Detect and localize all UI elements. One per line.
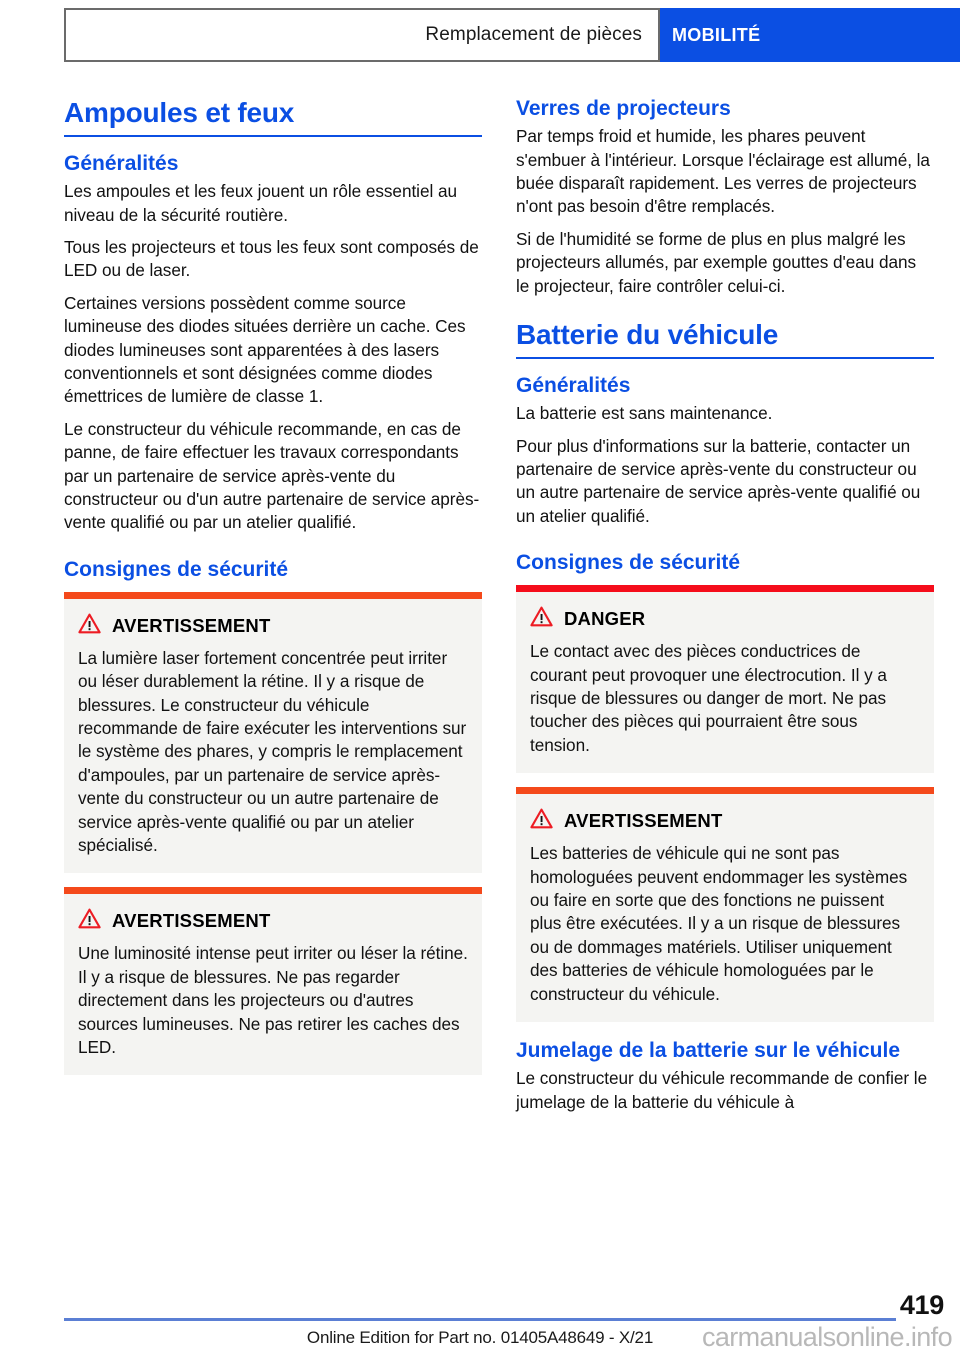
watermark: carmanualsonline.info — [701, 1322, 952, 1352]
edition-note: Online Edition for Part no. 01405A48649 - X/21 — [306, 1328, 654, 1347]
paragraph: Tous les projecteurs et tous les feux sont composés de LED ou de laser. — [64, 237, 479, 281]
chapter-title-batterie: Batterie du véhicule — [516, 318, 779, 350]
notice-label: AVERTISSEMENT — [112, 614, 271, 636]
notice-label: AVERTISSEMENT — [564, 810, 723, 832]
heading-generalites-left: Généralités — [64, 152, 179, 176]
notice-danger — [516, 585, 934, 773]
notice-label: AVERTISSEMENT — [112, 910, 271, 932]
footer-divider — [64, 1318, 896, 1321]
notice-body: Les batteries de véhicule qui ne sont pas homologuées peuvent endommager les systèmes ou faire en sorte que des fonctions ne puissent plus être exécutées. Il y a un risque de blessures ou de dommages matériels. Utiliser uniquement des batteries de véhicule homologuées par le constructeur du véhicule. — [530, 843, 908, 1004]
warning-triangle-icon — [78, 613, 101, 639]
breadcrumb — [64, 8, 660, 62]
notice-header — [530, 606, 920, 632]
paragraph: Le constructeur du véhicule recommande de confier le jumelage de la batterie du véhicule à — [516, 1068, 928, 1112]
chapter-title-rule — [516, 357, 934, 359]
paragraph: Le constructeur du véhicule recommande, en cas de panne, de faire effectuer les travaux correspondants par un partenaire de service après-vente du constructeur ou d'un autre partenaire de service après-vente qualifié ou par un atelier qualifié. — [64, 418, 480, 533]
left-column — [64, 96, 482, 1089]
chapter-title-ampoules: Ampoules et feux — [64, 97, 295, 128]
heading-consignes-right: Consignes de sécurité — [516, 551, 741, 575]
paragraph: Les ampoules et les feux jouent un rôle essentiel au niveau de la sécurité routière. — [64, 181, 457, 225]
heading-generalites-right: Généralités — [516, 373, 631, 397]
paragraph: La batterie est sans maintenance. — [516, 403, 773, 424]
heading-consignes-left: Consignes de sécurité — [64, 557, 289, 581]
warning-triangle-icon — [530, 808, 553, 834]
paragraph: Certaines versions possèdent comme source lumineuse des diodes situées derrière un cache. Ces diodes lumineuses sont apparentées à des lasers conventionnels et sont désignées comme diodes émettrices de lumière de classe 1. — [64, 292, 466, 407]
notice-avertissement — [516, 787, 934, 1022]
warning-triangle-icon — [78, 908, 101, 934]
page-footer — [0, 1290, 960, 1362]
notice-header — [78, 613, 468, 639]
notice-body: Une luminosité intense peut irriter ou léser la rétine. Il y a risque de blessures. Ne pas regarder directement dans les projecteurs ou d'autres sources lumineuses. Ne pas retirer les caches des LED. — [78, 943, 468, 1057]
notice-body: La lumière laser fortement concentrée peut irriter ou léser durablement la rétine. Il y a risque de blessures. Le constructeur du véhicule recommande de faire exécuter les interventions sur le système des phares, y compris le remplacement d'ampoules, par un partenaire de service après-vente du constructeur ou un autre partenaire de service après-vente qualifié ou par un atelier spécialisé. — [78, 647, 467, 855]
warning-triangle-icon — [530, 606, 553, 632]
chapter-title-rule — [64, 135, 482, 137]
notice-avertissement — [64, 592, 482, 874]
notice-body: Le contact avec des pièces conductrices de courant peut provoquer une électrocution. Il y a risque de blessures ou danger de mort. Ne pas toucher des pièces qui pourraient être sous tension. — [530, 641, 887, 755]
page-number: 419 — [899, 1290, 944, 1320]
heading-verres-de-projecteurs: Verres de projecteurs — [516, 97, 731, 120]
right-column — [516, 96, 934, 1114]
heading-jumelage: Jumelage de la batterie sur le véhicule — [516, 1038, 900, 1062]
paragraph: Si de l'humidité se forme de plus en plus malgré les projecteurs allumés, par exemple gouttes d'eau dans le projecteur, faire contrôler celui-ci. — [516, 228, 917, 296]
paragraph: Par temps froid et humide, les phares peuvent s'embuer à l'intérieur. Lorsque l'éclairage est allumé, la buée disparaît rapidement. Les verres de projecteurs n'ont pas besoin d'être remplacés. — [516, 126, 930, 217]
section-tab-mobilite — [660, 8, 960, 62]
notice-header — [78, 908, 468, 934]
notice-avertissement — [64, 887, 482, 1075]
notice-label: DANGER — [564, 608, 646, 630]
breadcrumb-label: Remplacement de pièces — [425, 24, 642, 45]
notice-header — [530, 808, 920, 834]
section-tab-label: MOBILITÉ — [672, 24, 761, 45]
page-header — [64, 8, 960, 62]
paragraph: Pour plus d'informations sur la batterie, contacter un partenaire de service après-vente du constructeur ou un autre partenaire de service après-vente qualifié ou un atelier qualifié. — [516, 435, 921, 526]
page-content — [0, 96, 960, 1296]
